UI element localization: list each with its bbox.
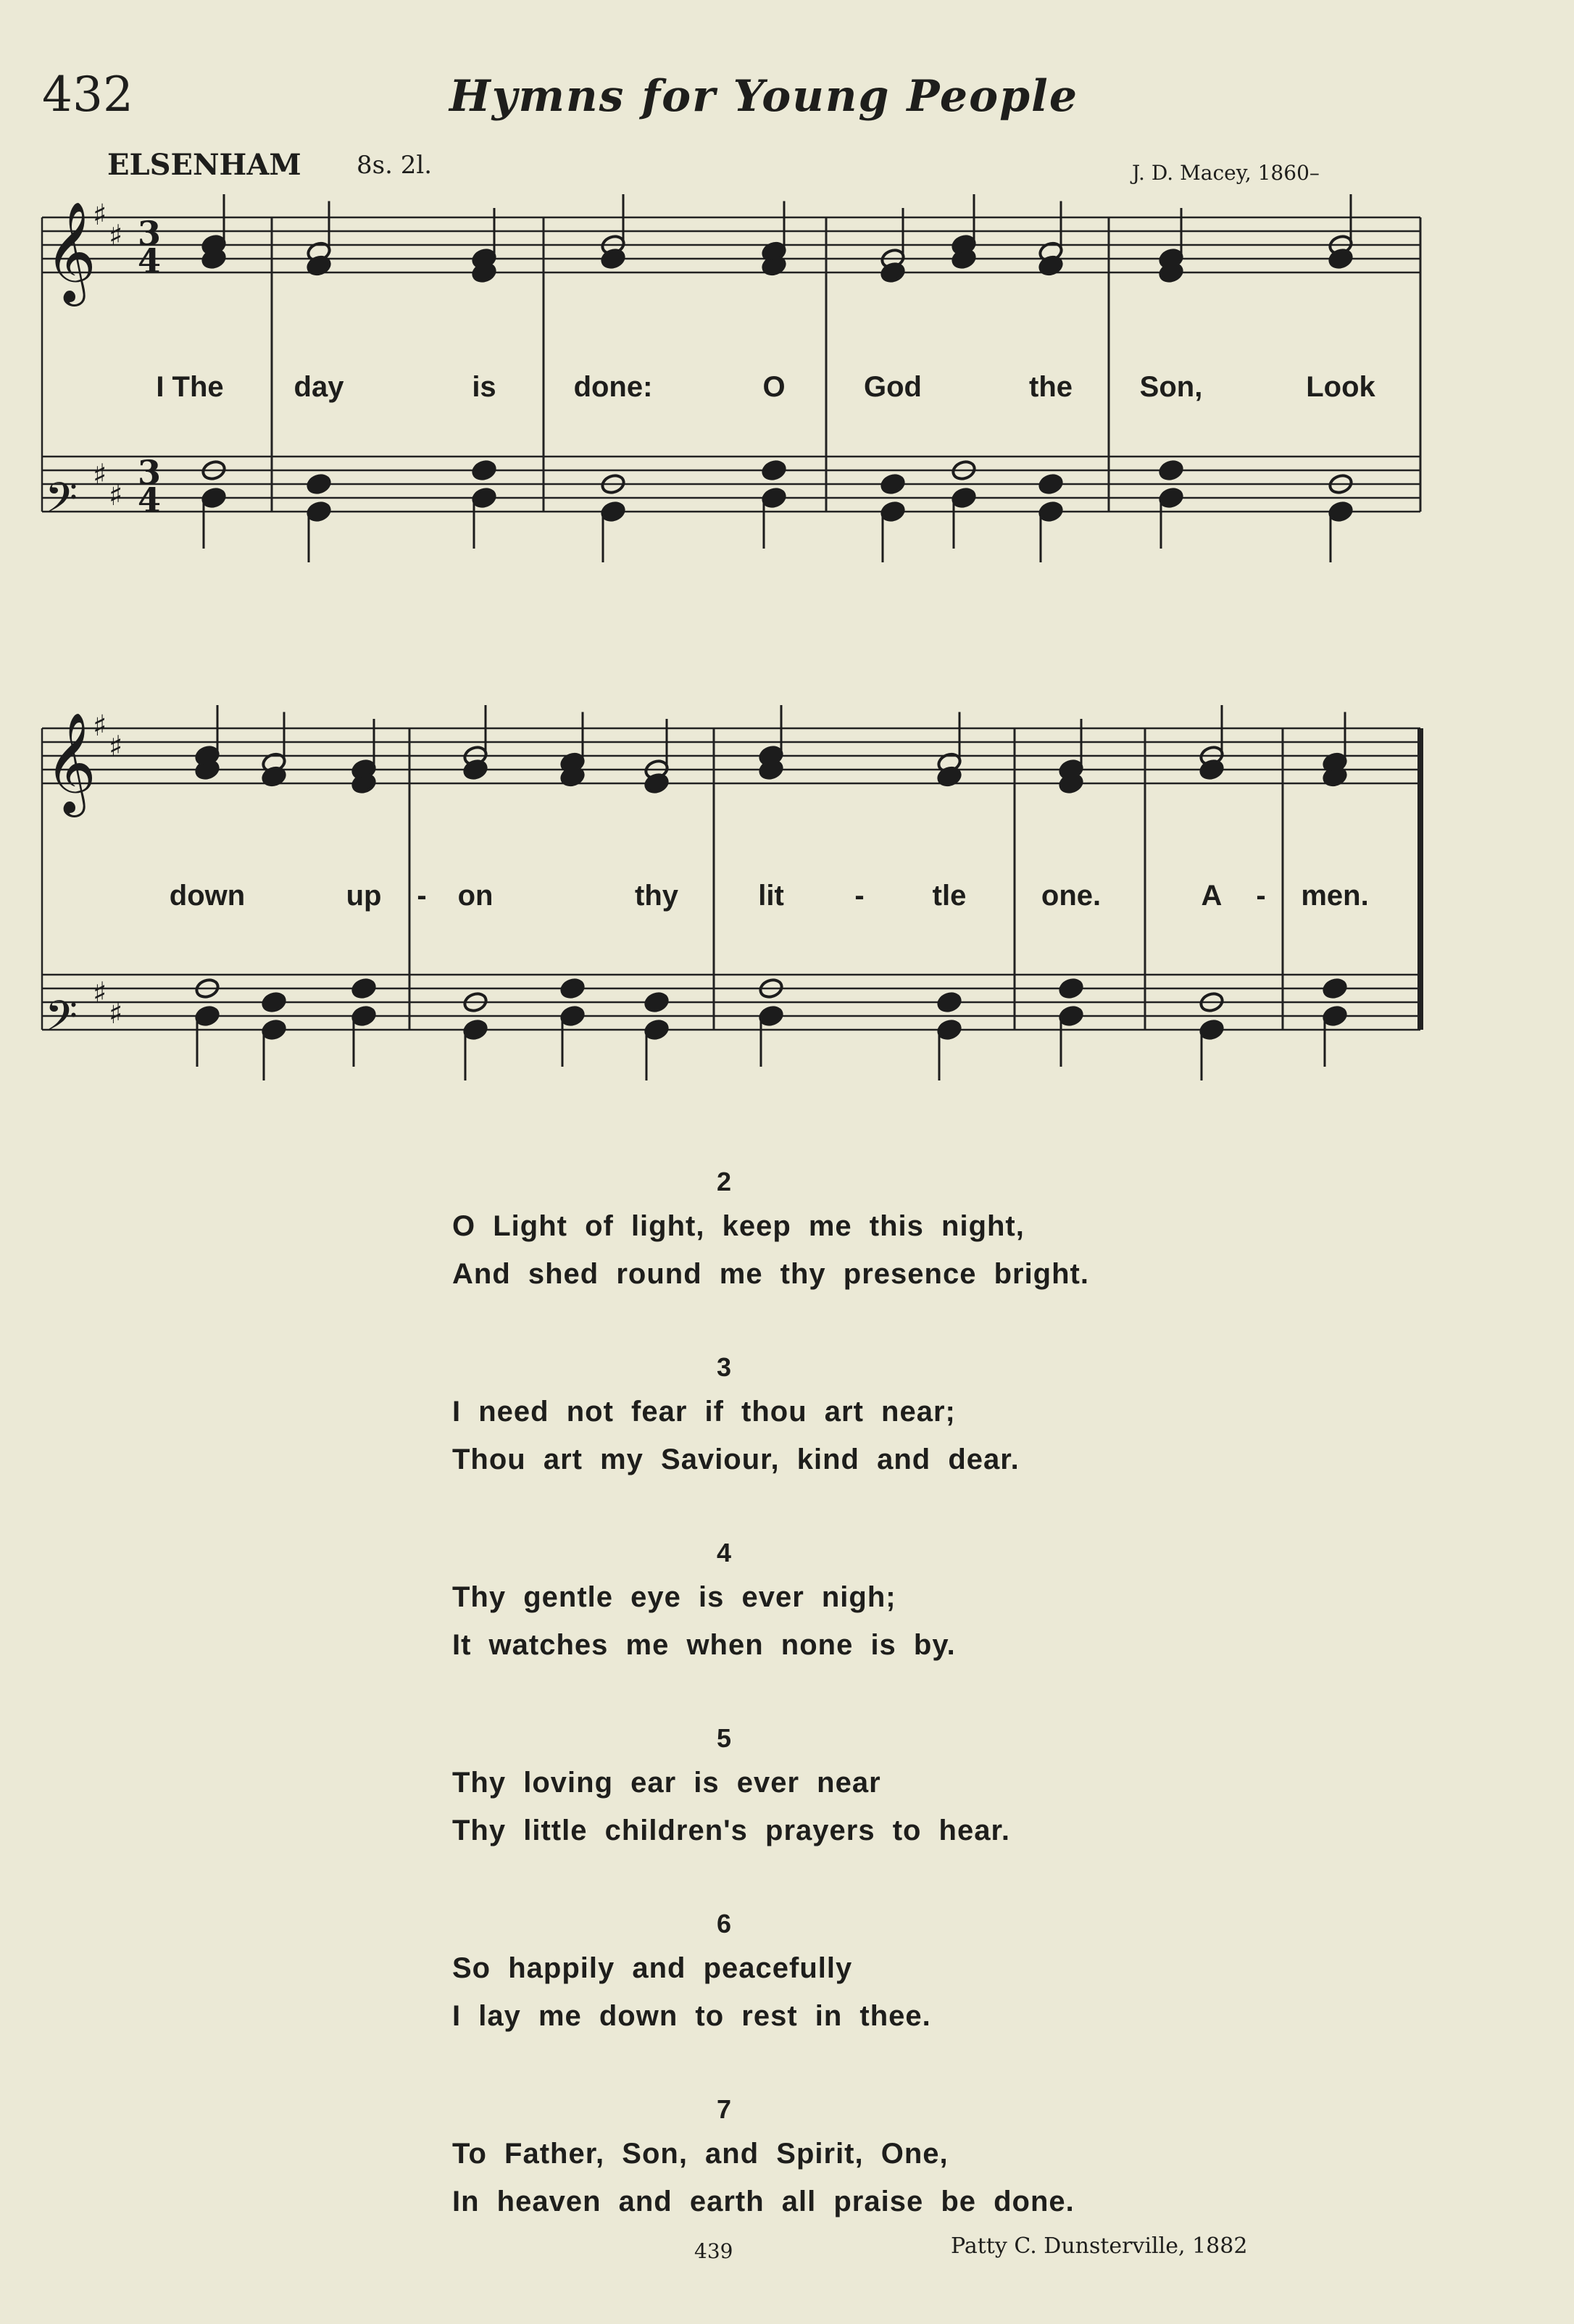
lyric-syllable: thy	[635, 880, 678, 912]
verse-line: So happily and peacefully	[452, 1952, 853, 1984]
composer: J. D. Macey, 1860–	[1132, 161, 1320, 185]
footer-page-index: 439	[694, 2239, 733, 2263]
verse-line: To Father, Son, and Spirit, One,	[452, 2138, 949, 2170]
time-signature-top: 3	[138, 214, 162, 253]
note-head	[644, 991, 670, 1014]
verse-number: 5	[716, 1723, 732, 1753]
lyric-syllable: A	[1201, 880, 1223, 912]
verse-line: In heaven and earth all praise be done.	[452, 2186, 1075, 2217]
book-title: Hymns for Young People	[449, 71, 1079, 122]
lyric-syllable: God	[864, 371, 922, 403]
verse-line: I need not fear if thou art near;	[452, 1396, 956, 1428]
note-head	[351, 978, 377, 1000]
sharp-icon: ♯	[109, 219, 123, 253]
lyric-syllable: done:	[573, 371, 653, 403]
sharp-icon: ♯	[93, 458, 107, 492]
sharp-icon: ♯	[109, 730, 123, 764]
lyric-syllable: one.	[1041, 880, 1102, 912]
treble-clef-icon: 𝄞	[45, 201, 96, 302]
verse-number: 4	[716, 1538, 732, 1567]
lyric-syllable: Look	[1306, 371, 1375, 403]
tune-name: ELSENHAM	[107, 148, 301, 182]
note-head	[880, 473, 906, 496]
music-score	[0, 0, 1574, 1087]
note-head	[936, 991, 962, 1014]
bass-clef-icon: 𝄢	[45, 991, 78, 1051]
note-head	[1038, 473, 1064, 496]
lyric-syllable: up	[346, 880, 382, 912]
lyric-syllable: -	[417, 880, 427, 912]
lyric-syllable: men.	[1301, 880, 1369, 912]
treble-clef-icon: 𝄞	[45, 712, 96, 813]
lyric-syllable: is	[472, 371, 496, 403]
verse-line: O Light of light, keep me this night,	[452, 1210, 1025, 1242]
sharp-icon: ♯	[93, 976, 107, 1010]
verse-line: Thou art my Saviour, kind and dear.	[452, 1444, 1020, 1475]
time-signature-bottom: 4	[138, 480, 162, 520]
verse-number: 7	[716, 2094, 732, 2124]
verse-number: 2	[716, 1167, 732, 1196]
lyric-syllable: -	[1256, 880, 1266, 912]
verse-line: Thy gentle eye is ever nigh;	[452, 1581, 896, 1613]
note-head	[306, 473, 332, 496]
lyric-syllable: lit	[758, 880, 784, 912]
time-signature-top: 3	[138, 453, 162, 492]
lyric-syllable: I The	[156, 371, 224, 403]
note-head	[1058, 978, 1084, 1000]
note-head	[471, 459, 497, 482]
lyric-syllable: Son,	[1139, 371, 1203, 403]
sharp-icon: ♯	[93, 709, 107, 743]
verse-line: Thy little children's prayers to hear.	[452, 1815, 1010, 1846]
sharp-icon: ♯	[109, 479, 123, 512]
note-head	[1158, 459, 1184, 482]
lyric-syllable: -	[854, 880, 865, 912]
note-head	[761, 459, 787, 482]
verse-line: I lay me down to rest in thee.	[452, 2000, 931, 2032]
hymn-author: Patty C. Dunsterville, 1882	[951, 2233, 1248, 2259]
note-head	[261, 991, 287, 1014]
page-number: 432	[42, 67, 133, 122]
verse-line: Thy loving ear is ever near	[452, 1767, 881, 1799]
meter: 8s. 2l.	[357, 151, 433, 180]
lyric-syllable: the	[1029, 371, 1073, 403]
lyric-syllable: on	[457, 880, 494, 912]
sharp-icon: ♯	[93, 199, 107, 232]
verse-number: 3	[716, 1352, 732, 1382]
verse-number: 6	[716, 1909, 732, 1938]
lyric-syllable: O	[762, 371, 786, 403]
lyric-syllable: down	[169, 880, 246, 912]
verse-line: It watches me when none is by.	[452, 1629, 956, 1661]
note-head	[559, 978, 586, 1000]
sharp-icon: ♯	[109, 997, 123, 1030]
time-signature-bottom: 4	[138, 241, 162, 280]
lyric-syllable: day	[293, 371, 344, 403]
verse-line: And shed round me thy presence bright.	[452, 1258, 1089, 1290]
lyric-syllable: tle	[932, 880, 967, 912]
note-head	[1322, 978, 1348, 1000]
bass-clef-icon: 𝄢	[45, 473, 78, 533]
